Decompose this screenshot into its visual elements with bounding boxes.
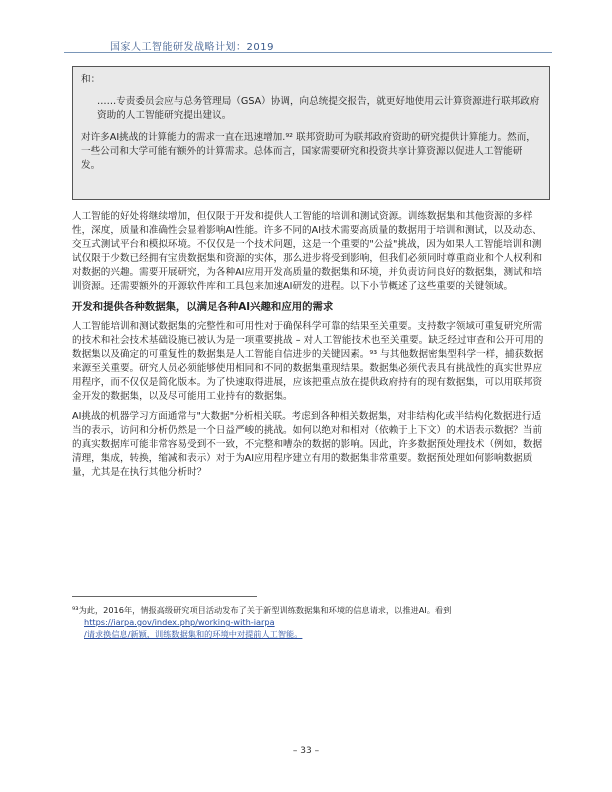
callout-lead: 和： bbox=[81, 74, 101, 85]
callout-paragraph: 对许多AI挑战的计算能力的需求一直在迅速增加.⁹² 联邦资助可为联邦政府资助的研究提供计算能力。然而，一些公司和大学可能有额外的计算需求。总体而言，国家需要研究和投资共享计算资源以促进人工智能研发。 bbox=[81, 132, 536, 171]
body-paragraph-1: 人工智能的好处将继续增加，但仅限于开发和提供人工智能的培训和测试资源。训练数据集和其他资源的多样性，深度，质量和准确性会显着影响AI性能。许多不同的AI技术需要高质量的数据用于培训和测试，以及动态、交互式测试平台和模拟环境。不仅仅是一个技术问题，这是一个重要的"公益"挑战，因为如果人工智能培训和测试仅限于少数已经拥有宝贵数据集和资源的实体，那么进步将受到影响，但我们必须同时尊重商业和个人权利和对数据的兴趣。需要开展研究，为各种AI应用开发高质量的数据集和环境，并负责访问良好的数据集，测试和培训资源。还需要额外的开源软件库和工具包来加速AI研发的进程。以下小节概述了这些重要的关键领域。 bbox=[72, 211, 543, 292]
footnote bbox=[72, 604, 550, 640]
running-header: 国家人工智能研发战略计划：2019 bbox=[110, 42, 274, 53]
body-paragraph-3: AI挑战的机器学习方面通常与"大数据"分析相关联。考虑到各种相关数据集，对非结构化或半结构化数据进行适当的表示，访问和分析仍然是一个日益严峻的挑战。如何以绝对和相对（依赖于上下文）的术语表示数据？当前的真实数据库可能非常容易受到不一致，不完整和嘈杂的数据的影响。因此，许多数据预处理技术（例如，数据清理，集成，转换，缩减和表示）对于为AI应用程序建立有用的数据集非常重要。数据预处理如何影响数据质量，尤其是在执行其他分析时？ bbox=[72, 411, 543, 478]
footnote-divider bbox=[72, 596, 257, 597]
page-number: – 33 – bbox=[292, 746, 320, 756]
footnote-link-2[interactable]: /请求换信息/新颖，训练数据集和的环境中对提前人工智能。 bbox=[84, 629, 303, 639]
section-heading: 开发和提供各种数据集，以满足各种AI兴趣和应用的需求 bbox=[72, 301, 334, 313]
callout-quote: ……专责委员会应与总务管理局（GSA）协调，向总统提交报告，就更好地使用云计算资源进行联邦政府资助的人工智能研究提出建议。 bbox=[97, 96, 540, 121]
quote-callout-box bbox=[72, 66, 550, 200]
main-text bbox=[72, 210, 550, 486]
body-paragraph-2: 人工智能培训和测试数据集的完整性和可用性对于确保科学可靠的结果至关重要。支持数字领域可重复研究所需的技术和社会技术基础设施已被认为是一项重要挑战 – 对人工智能技术也至关重要。缺乏经过审查和公开可用的数据集以及确定的可重复性的数据集是人工智能自信进步的关键因素。⁹³ 与其他数据密集型科学一样，捕获数据来源至关重要。研究人员必须能够使用相同和不同的数据集重现结果。数据集必须代表具有挑战性的真实世界应用程序，而不仅仅是简化版本。为了快速取得进展，应该把重点放在提供政府持有的现有数据集，可以用联邦资金开发的数据集，以及尽可能用工业持有的数据集。 bbox=[72, 321, 544, 402]
footnote-text: ⁹³为此，2016年，情报高级研究项目活动发布了关于新型训练数据集和环境的信息请求，以推进AI。看到 bbox=[72, 605, 452, 615]
header-divider bbox=[64, 52, 552, 53]
footnote-link-1[interactable]: https://iarpa.gov/index.php/working-with-iarpa bbox=[84, 617, 275, 627]
